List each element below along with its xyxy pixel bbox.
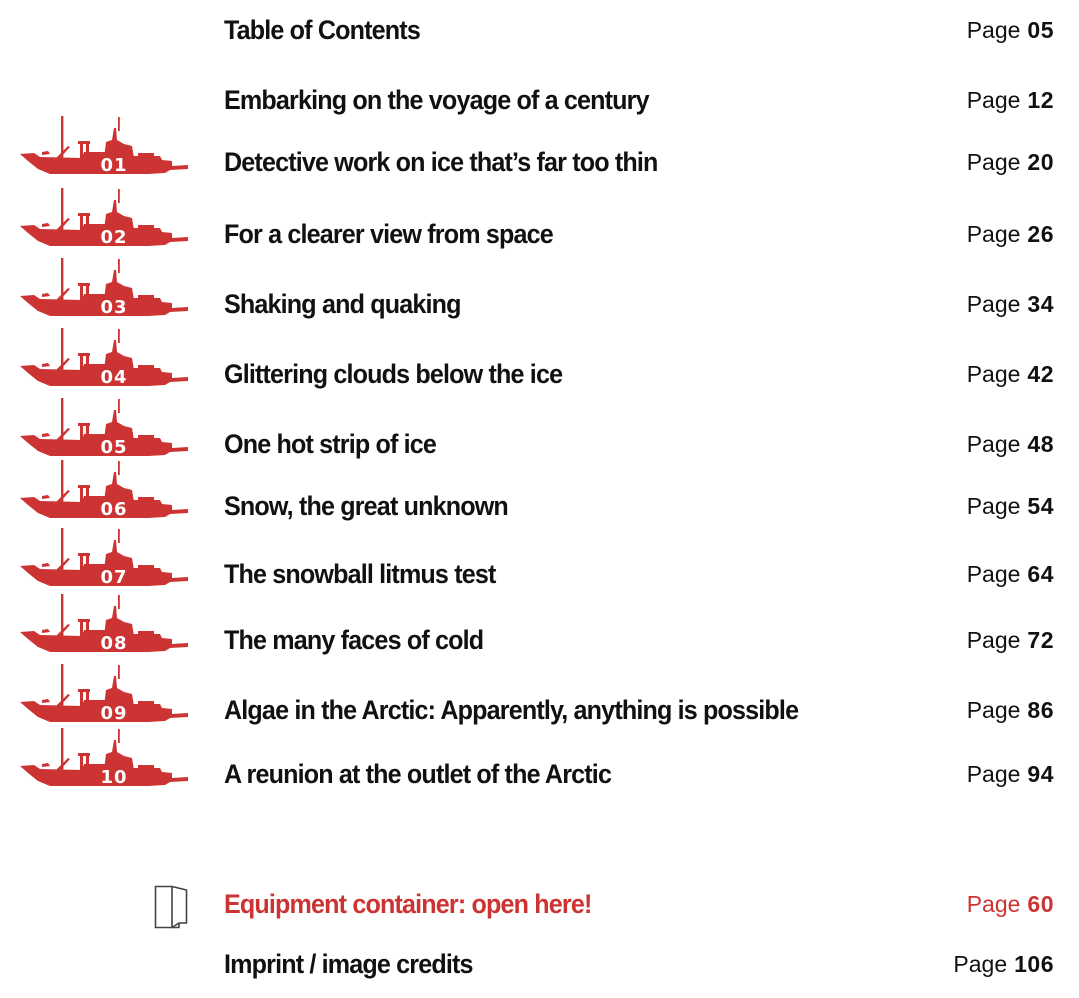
toc-row-chapter-01[interactable] (0, 142, 1079, 182)
page-number: 86 (1027, 697, 1054, 723)
toc-entry-title[interactable]: Snow, the great unknown (224, 491, 508, 521)
toc-page-ref: Page 42 (966, 361, 1054, 387)
page-number: 48 (1027, 431, 1054, 457)
toc-row-chapter-03[interactable] (0, 284, 1079, 324)
toc-entry-title[interactable]: Glittering clouds below the ice (224, 359, 563, 389)
toc-entry-title[interactable]: A reunion at the outlet of the Arctic (224, 759, 612, 789)
page-number: 42 (1027, 361, 1054, 387)
toc-page-ref: Page 12 (966, 87, 1054, 113)
toc-entry-title[interactable]: The snowball litmus test (224, 559, 496, 589)
toc-entry-title[interactable]: The many faces of cold (224, 625, 484, 655)
toc-row-chapter-06[interactable] (0, 486, 1079, 526)
chapter-number: 03 (100, 297, 128, 318)
toc-page-ref: Page 94 (966, 761, 1054, 787)
chapter-number: 09 (100, 703, 128, 724)
toc-row-table-of-contents[interactable] (0, 10, 1079, 50)
page-number: 05 (1027, 17, 1054, 43)
toc-entry-title[interactable]: For a clearer view from space (224, 219, 553, 249)
toc-page-ref: Page 54 (966, 493, 1054, 519)
toc-row-chapter-02[interactable] (0, 214, 1079, 254)
toc-page-ref: Page 64 (966, 561, 1054, 587)
ship-icon (20, 526, 190, 588)
toc-page-ref: Page 72 (966, 627, 1054, 653)
chapter-number: 04 (100, 367, 128, 388)
toc-page-ref: Page 20 (966, 149, 1054, 175)
toc-row-chapter-04[interactable] (0, 354, 1079, 394)
page-number: 72 (1027, 627, 1054, 653)
toc-page-ref: Page 05 (966, 17, 1054, 43)
ship-icon (20, 396, 190, 458)
page-number: 64 (1027, 561, 1054, 587)
ship-icon (20, 726, 190, 788)
toc-page-ref: Page 48 (966, 431, 1054, 457)
toc-entry-title[interactable]: Shaking and quaking (224, 289, 461, 319)
page-number: 34 (1027, 291, 1054, 317)
folded-page-icon (154, 885, 188, 929)
toc-row-chapter-10[interactable] (0, 754, 1079, 794)
toc-page-ref: Page 26 (966, 221, 1054, 247)
page-number: 106 (1014, 951, 1054, 977)
chapter-number: 10 (100, 767, 128, 788)
toc-entry-title[interactable]: One hot strip of ice (224, 429, 437, 459)
toc-entry-title[interactable]: Table of Contents (224, 15, 420, 45)
ship-icon (20, 458, 190, 520)
page-number: 94 (1027, 761, 1054, 787)
ship-icon (20, 114, 190, 176)
ship-icon (20, 256, 190, 318)
toc-page-ref: Page 106 (953, 951, 1054, 977)
chapter-number: 08 (100, 633, 128, 654)
ship-icon (20, 662, 190, 724)
toc-entry-title[interactable]: Detective work on ice that’s far too thin (224, 147, 658, 177)
chapter-number: 06 (100, 499, 128, 520)
toc-row-equipment-container[interactable] (0, 884, 1079, 924)
chapter-number: 01 (100, 155, 128, 176)
page-number: 54 (1027, 493, 1054, 519)
toc-entry-title[interactable]: Equipment container: open here! (224, 889, 592, 919)
chapter-number: 05 (100, 437, 128, 458)
toc-row-chapter-07[interactable] (0, 554, 1079, 594)
toc-row-chapter-08[interactable] (0, 620, 1079, 660)
ship-icon (20, 326, 190, 388)
toc-entry-title[interactable]: Embarking on the voyage of a century (224, 85, 649, 115)
toc-entry-title[interactable]: Algae in the Arctic: Apparently, anything is possible (224, 695, 799, 725)
toc-row-chapter-09[interactable] (0, 690, 1079, 730)
toc-entry-title[interactable]: Imprint / image credits (224, 949, 473, 979)
page-number: 26 (1027, 221, 1054, 247)
toc-page-ref: Page 86 (966, 697, 1054, 723)
chapter-number: 07 (100, 567, 128, 588)
toc-row-imprint[interactable] (0, 944, 1079, 984)
page-number: 60 (1027, 891, 1054, 917)
toc-page-ref: Page 60 (966, 891, 1054, 917)
page-number: 20 (1027, 149, 1054, 175)
page-number: 12 (1027, 87, 1054, 113)
ship-icon (20, 592, 190, 654)
toc-page-ref: Page 34 (966, 291, 1054, 317)
ship-icon (20, 186, 190, 248)
chapter-number: 02 (100, 227, 128, 248)
